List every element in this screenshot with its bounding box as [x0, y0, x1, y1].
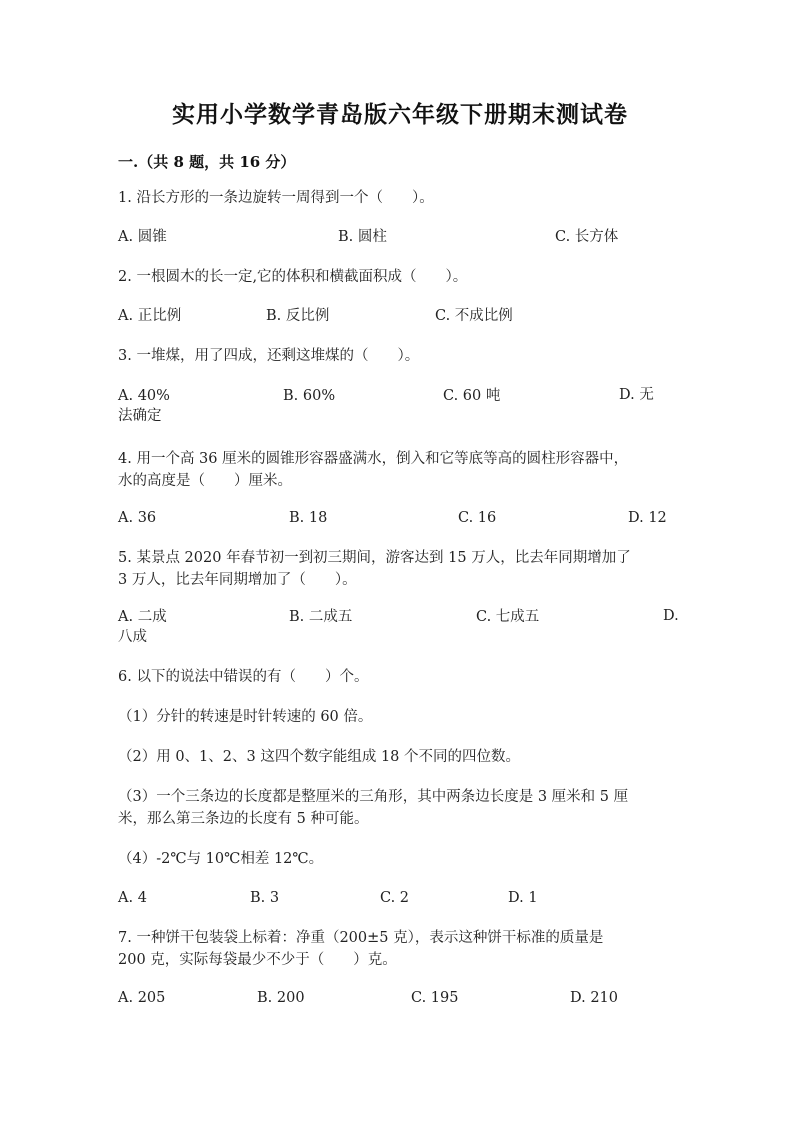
q6-statement-4: （4）-2℃与 10℃相差 12℃。: [118, 851, 324, 867]
q4-option-a: A. 36: [118, 510, 157, 526]
q3-option-c: C. 60 吨: [443, 388, 501, 404]
q6-option-c: C. 2: [380, 890, 410, 906]
q3-option-d: D. 无法确定: [118, 387, 654, 424]
q5-option-b: B. 二成五: [289, 609, 353, 625]
q4-option-c: C. 16: [458, 510, 497, 526]
q5-option-d: D. 八成: [118, 608, 679, 645]
q7-option-b: B. 200: [257, 990, 305, 1006]
q7-option-d: D. 210: [570, 990, 619, 1006]
question-5-stem-line-2: 3 万人，比去年同期增加了（ ）。: [118, 572, 357, 588]
page-title: 实用小学数学青岛版六年级下册期末测试卷: [172, 101, 628, 128]
q6-option-a: A. 4: [118, 890, 147, 906]
question-2-stem: 2. 一根圆木的长一定,它的体积和横截面积成（ ）。: [118, 269, 468, 285]
q2-option-c: C. 不成比例: [435, 308, 513, 324]
q6-statement-3-line-1: （3）一个三条边的长度都是整厘米的三角形，其中两条边长度是 3 厘米和 5 厘: [118, 789, 629, 805]
q3-option-b: B. 60%: [283, 388, 336, 404]
q5-option-c: C. 七成五: [476, 609, 540, 625]
q6-option-b: B. 3: [250, 890, 280, 906]
question-7-stem-line-1: 7. 一种饼干包装袋上标着：净重（200±5 克），表示这种饼干标准的质量是: [118, 930, 604, 946]
q6-option-d: D. 1: [508, 890, 538, 906]
question-5-stem-line-1: 5. 某景点 2020 年春节初一到初三期间，游客达到 15 万人，比去年同期增加了: [118, 550, 631, 566]
q2-option-a: A. 正比例: [118, 308, 182, 324]
q4-option-d: D. 12: [628, 510, 667, 526]
question-4-stem-line-2: 水的高度是（ ）厘米。: [118, 473, 292, 489]
section-heading: 一.（共 8 题，共 16 分）: [118, 153, 296, 171]
q1-option-a: A. 圆锥: [118, 229, 167, 245]
q6-statement-3-line-2: 米，那么第三条边的长度有 5 种可能。: [118, 811, 369, 827]
q4-option-b: B. 18: [289, 510, 328, 526]
q6-statement-2: （2）用 0、1、2、3 这四个数字能组成 18 个不同的四位数。: [118, 749, 521, 765]
q2-option-b: B. 反比例: [266, 308, 330, 324]
q6-statement-1: （1）分针的转速是时针转速的 60 倍。: [118, 709, 373, 725]
question-4-stem-line-1: 4. 用一个高 36 厘米的圆锥形容器盛满水，倒入和它等底等高的圆柱形容器中，: [118, 451, 629, 467]
q7-option-a: A. 205: [118, 990, 166, 1006]
question-7-stem-line-2: 200 克，实际每袋最少不少于（ ）克。: [118, 952, 397, 968]
q1-option-c: C. 长方体: [555, 229, 619, 245]
question-3-stem: 3. 一堆煤，用了四成，还剩这堆煤的（ ）。: [118, 348, 420, 364]
question-6-stem: 6. 以下的说法中错误的有（ ）个。: [118, 669, 369, 685]
q3-option-a: A. 40%: [118, 388, 170, 404]
q1-option-b: B. 圆柱: [338, 229, 387, 245]
q7-option-c: C. 195: [411, 990, 459, 1006]
question-1-stem: 1. 沿长方形的一条边旋转一周得到一个（ ）。: [118, 190, 434, 206]
q5-option-a: A. 二成: [118, 609, 167, 625]
